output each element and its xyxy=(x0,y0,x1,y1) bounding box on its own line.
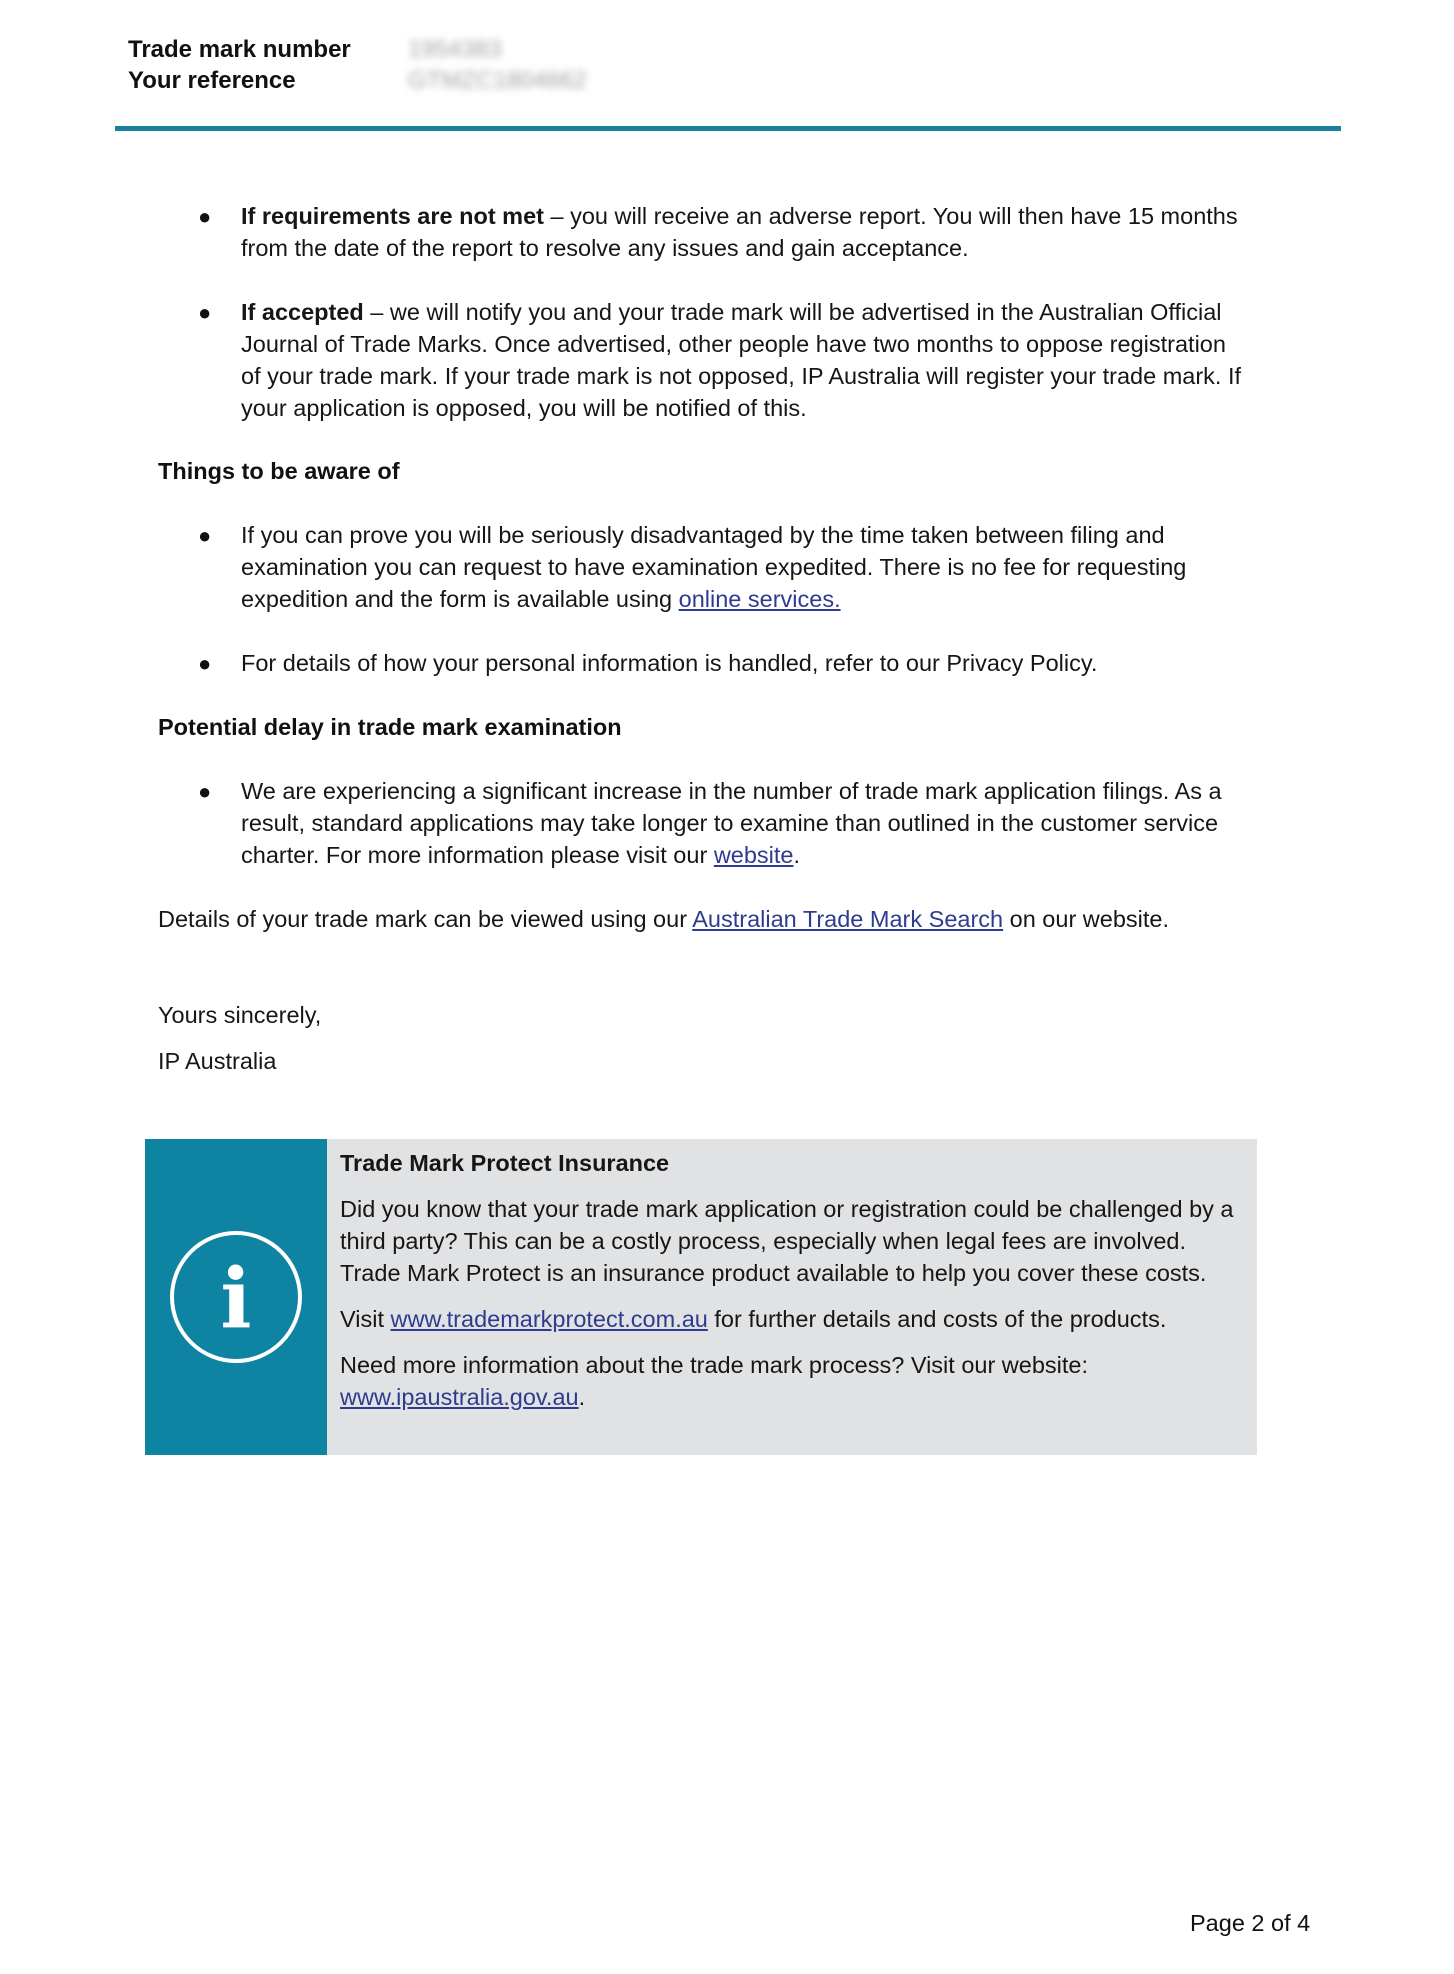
bullet-icon: ● xyxy=(198,204,212,229)
trade-mark-number-value: 1954383 xyxy=(408,36,502,63)
list-item-requirements-not-met xyxy=(241,200,1251,264)
bullet-icon: ● xyxy=(198,300,212,325)
trademarkprotect-link[interactable]: www.trademarkprotect.com.au xyxy=(390,1306,708,1332)
info-box-sidebar xyxy=(145,1139,327,1455)
trade-mark-number-label: Trade mark number xyxy=(128,36,351,63)
bullet-bold-lead: If requirements are not met xyxy=(241,203,544,229)
svg-text:i: i xyxy=(220,1251,252,1347)
header-divider xyxy=(115,126,1341,131)
info-box-visit-line xyxy=(340,1303,1240,1335)
online-services-link[interactable]: online services. xyxy=(678,586,841,612)
trade-mark-number-row xyxy=(128,36,502,64)
bullet-text: – we will notify you and your trade mark will be advertised in the Australian Official Journal of Trade Marks. Once advertised, other people have two months to oppose registration of your trade mark. If your trade mark is not opposed, IP Australia will register your trade mark. If your application is opposed, you will be notified of this. xyxy=(241,299,1242,421)
visit-text: Visit xyxy=(340,1306,391,1332)
visit-text-end: for further details and costs of the products. xyxy=(707,1306,1167,1332)
info-box-content xyxy=(340,1147,1240,1413)
closing-signoff: IP Australia xyxy=(158,1048,277,1074)
bullet-text: If you can prove you will be seriously disadvantaged by the time taken between filing and examination you can request to have examination expedited. There is no fee for requesting expedition and the form is available using xyxy=(241,522,1187,612)
list-item-expedite xyxy=(241,519,1251,615)
reference-label: Your reference xyxy=(128,67,296,94)
info-icon xyxy=(168,1229,304,1365)
bullet-text-end: . xyxy=(793,842,801,868)
bullet-text: We are experiencing a significant increase in the number of trade mark application filings. As a result, standard applications may take longer to examine than outlined in the customer service charter. For more information please visit our xyxy=(241,778,1222,868)
bullet-text: For details of how your personal information is handled, refer to our Privacy Policy. xyxy=(241,650,1098,676)
bullet-icon: ● xyxy=(198,523,212,548)
page-number: Page 2 of 4 xyxy=(1190,1910,1311,1936)
reference-value: GTMZC1804662 xyxy=(408,67,587,94)
details-text: Details of your trade mark can be viewed using our xyxy=(158,906,693,932)
insurance-info-box xyxy=(145,1139,1257,1455)
bullet-icon: ● xyxy=(198,779,212,804)
heading-things-to-be-aware-of: Things to be aware of xyxy=(158,458,400,484)
ipaustralia-link[interactable]: www.ipaustralia.gov.au xyxy=(340,1384,579,1410)
info-box-more-line xyxy=(340,1349,1240,1413)
trade-mark-search-link[interactable]: Australian Trade Mark Search xyxy=(692,906,1004,932)
list-item-accepted xyxy=(241,296,1251,424)
bullet-text: – you will receive an adverse report. You will then have 15 months from the date of the report to resolve any issues and gain acceptance. xyxy=(241,203,1238,261)
reference-row xyxy=(128,67,587,95)
bullet-icon: ● xyxy=(198,651,212,676)
bullet-bold-lead: If accepted xyxy=(241,299,364,325)
info-box-title: Trade Mark Protect Insurance xyxy=(340,1150,670,1176)
heading-potential-delay: Potential delay in trade mark examination xyxy=(158,714,622,740)
details-paragraph xyxy=(158,903,1278,935)
more-text: Need more information about the trade mark process? Visit our website: xyxy=(340,1352,1089,1378)
info-box-paragraph: Did you know that your trade mark application or registration could be challenged by a third party? This can be a costly process, especially when legal fees are involved. Trade Mark Protect is an insurance product available to help you cover these costs. xyxy=(340,1196,1234,1286)
list-item-delay xyxy=(241,775,1261,871)
list-item-privacy xyxy=(241,647,1251,679)
more-text-end: . xyxy=(578,1384,586,1410)
details-text-end: on our website. xyxy=(1003,906,1170,932)
website-link[interactable]: website xyxy=(713,842,794,868)
closing-sincerely: Yours sincerely, xyxy=(158,1002,322,1028)
